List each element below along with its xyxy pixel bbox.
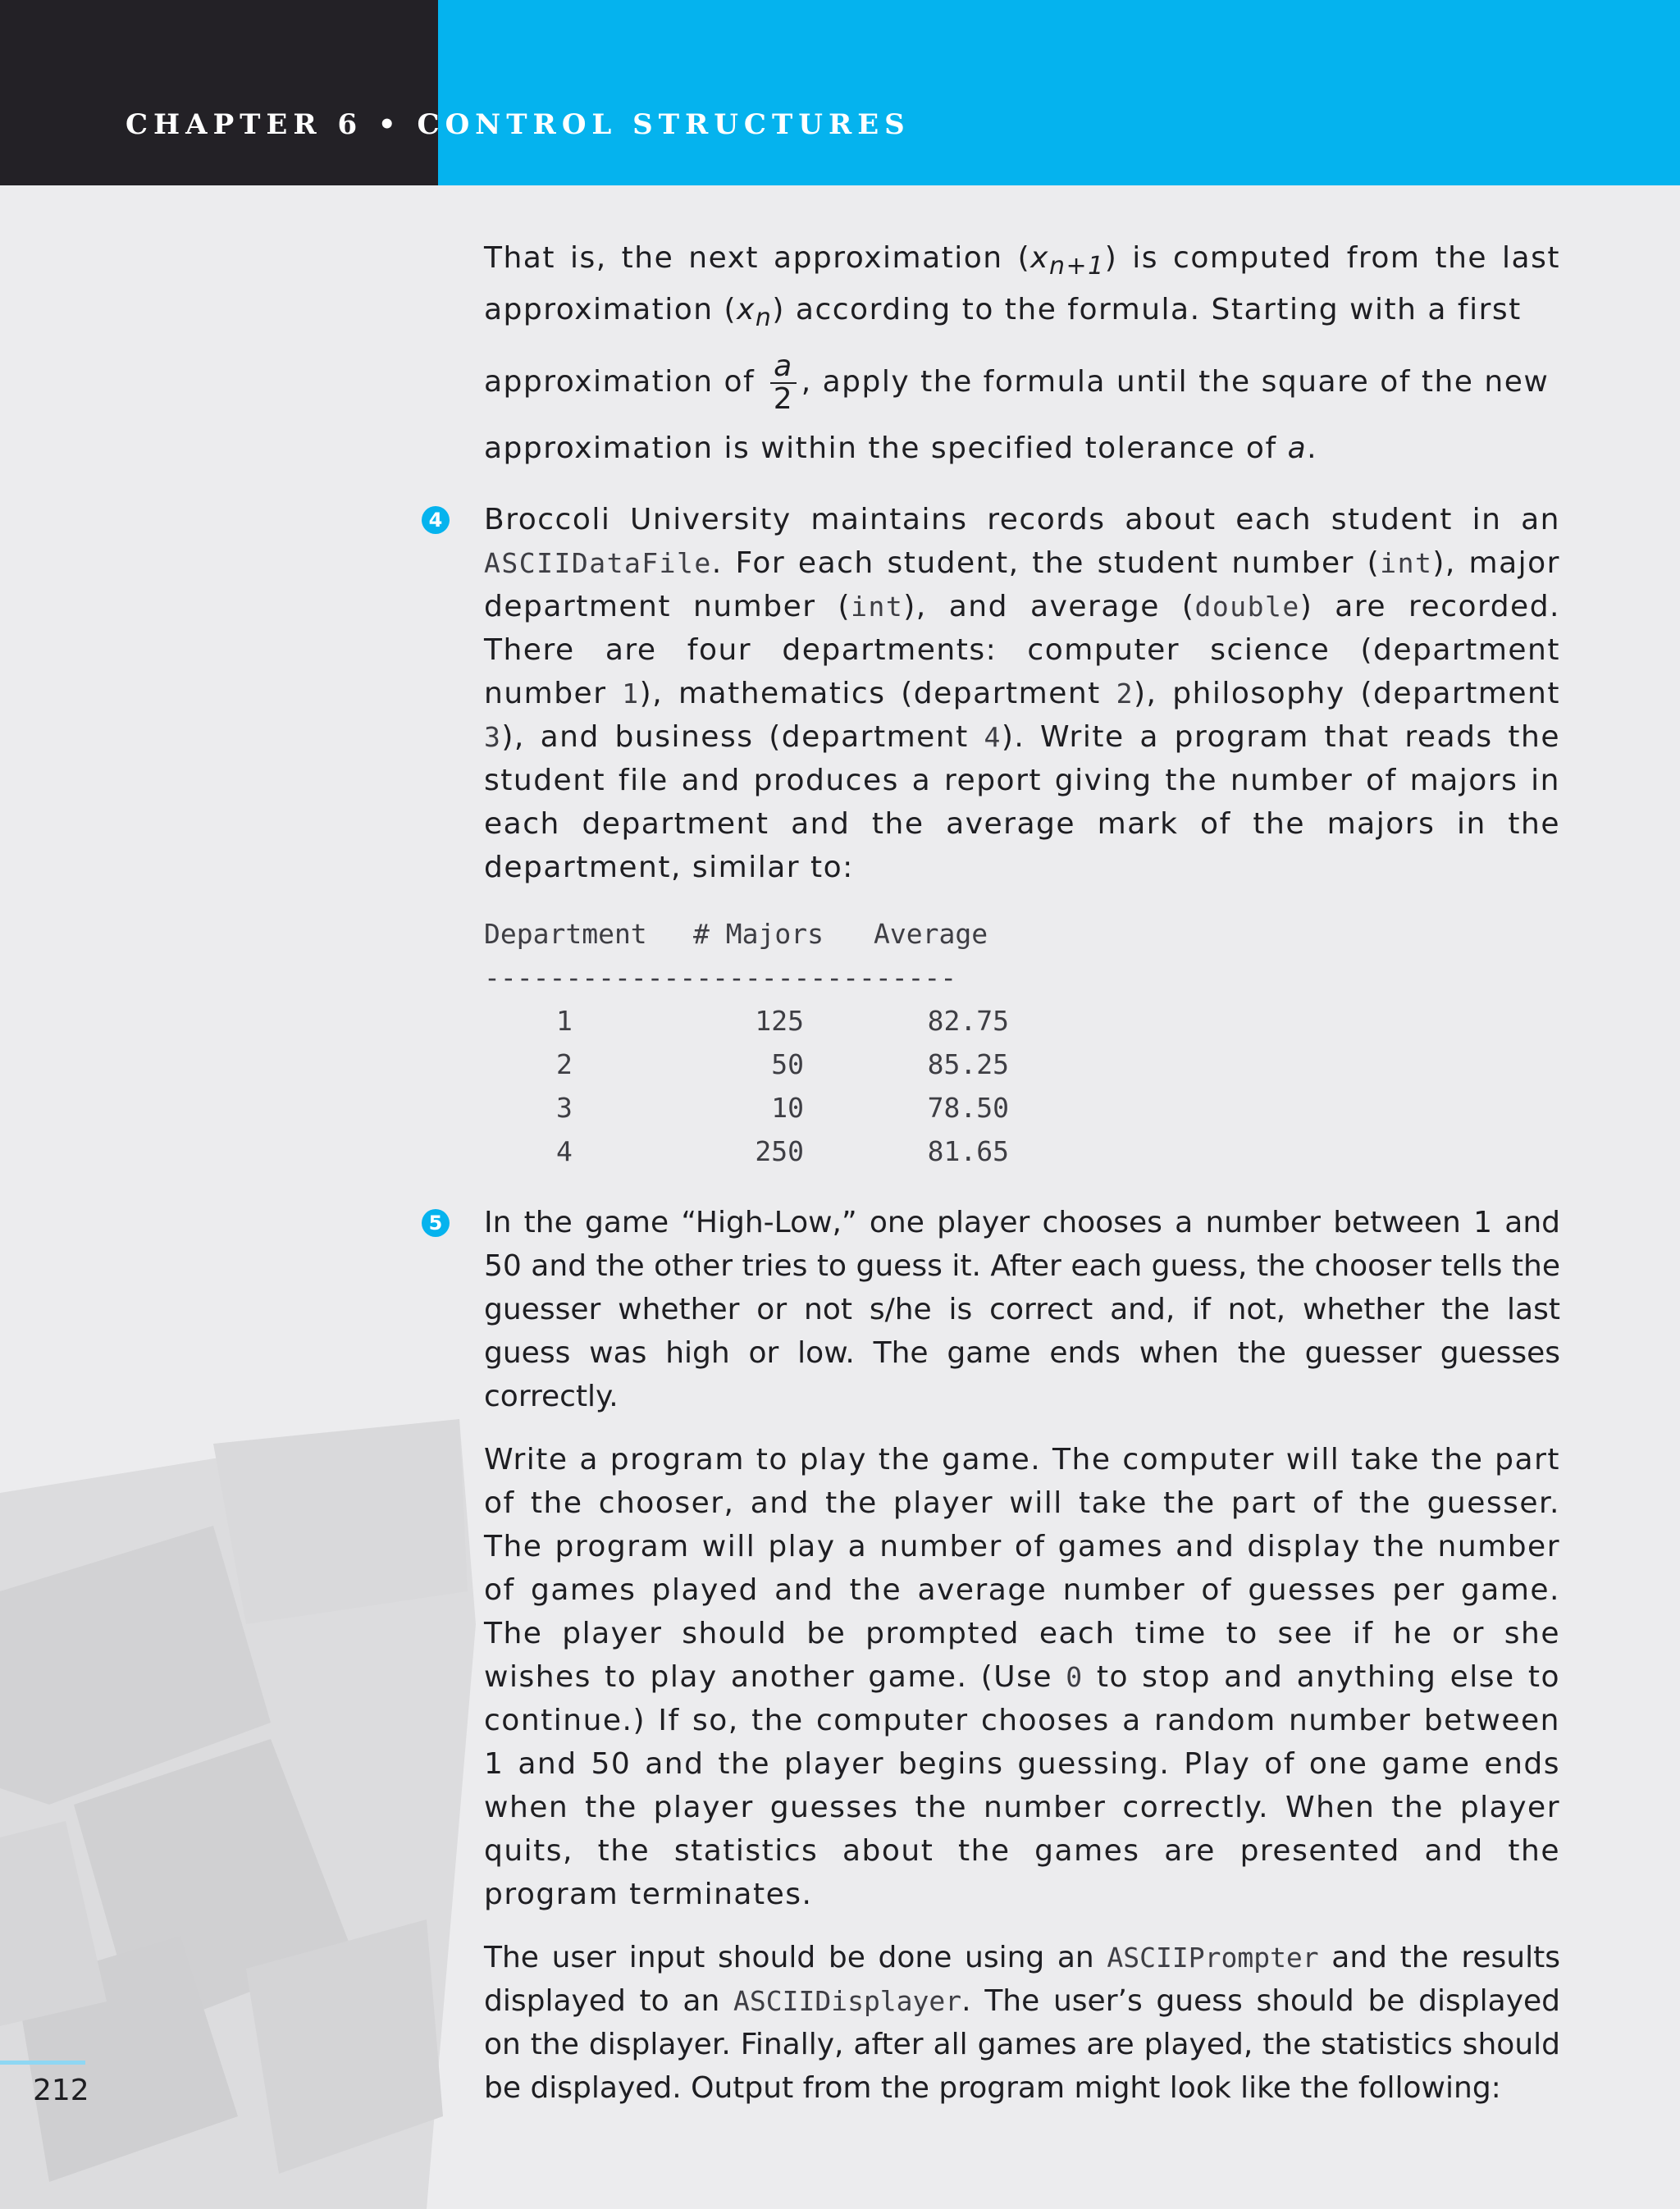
table-body: [484, 999, 1009, 1173]
text: ). Write a program that reads the student file and produces a report giving the number of majors in each department and the average mark of the majors in the department, similar to:: [484, 720, 1560, 885]
department-report-table: [484, 912, 1009, 1173]
chapter-title: CHAPTER 6 • CONTROL STRUCTURES: [126, 108, 911, 141]
cell-department: 1: [556, 1005, 573, 1038]
fraction-a-over-2: [770, 351, 797, 415]
text: ) are recorded. There are four departments: computer science (department number: [484, 590, 1560, 711]
exercise-4-paragraph: [484, 498, 1560, 889]
text: ), philosophy (department: [1133, 677, 1560, 711]
column-header-average: Average: [874, 918, 988, 951]
intro-text: approximation of: [484, 365, 766, 399]
intro-text: ) is computed from the last approximation (: [484, 241, 1560, 327]
exercise-5-paragraph-1: In the game “High-Low,” one player chooses a number between 1 and 50 and the other tries to guess it. After each guess, the chooser tells the guesser whether or not s/he is correct and, if not, whether the last guess was high or low. The game ends when the guesser guesses correctly.: [484, 1206, 1560, 1414]
text: . The user’s guess should be displayed on the displayer. Finally, after all games are played, the statistics should be displayed. Output from the program might look like the following:: [484, 1984, 1560, 2106]
text: ), major department number (: [484, 546, 1560, 624]
exercise-5-paragraph-3: [484, 1936, 1560, 2110]
text: ), mathematics (department: [639, 677, 1116, 711]
code-number: 4: [984, 721, 1002, 754]
table-row: [484, 999, 1009, 1043]
page-number-tab: [0, 2061, 85, 2065]
header-blue-band: [438, 0, 1680, 185]
text: and the results displayed to an: [484, 1941, 1560, 2019]
fraction-denominator: 2: [773, 382, 794, 417]
cell-department: 3: [556, 1092, 573, 1125]
variable-x: x: [1030, 241, 1049, 275]
code-ascii-prompter: ASCIIPrompter: [1107, 1942, 1319, 1974]
cell-majors: 50: [771, 1048, 804, 1081]
exercise-5: [428, 1201, 1560, 2110]
column-header-department: Department: [484, 918, 647, 951]
exercise-4: [428, 498, 1560, 1173]
exercise-5-paragraph-2: [484, 1438, 1560, 1916]
cell-majors: 250: [755, 1135, 804, 1168]
table-row: [484, 1086, 1009, 1130]
intro-text: That is, the next approximation (: [484, 241, 1031, 275]
table-row: [484, 1130, 1009, 1173]
text: Broccoli University maintains records about each student in an: [484, 503, 1560, 537]
fraction-numerator: a: [770, 351, 797, 384]
text: to stop and anything else to continue.) If so, the computer chooses a random number between 1 and 50 and the player begins guessing. Play of one game ends when the player guesses the number correctly. When the player quits, the statistics about the games are presented and the program terminates.: [484, 1660, 1560, 1912]
page-content: [428, 236, 1560, 2110]
intro-text: approximation is within the specified tolerance of: [484, 431, 1288, 466]
formula-line: [484, 351, 1560, 415]
code-int: int: [851, 591, 904, 623]
exercise-number-badge: 5: [422, 1209, 450, 1237]
code-double: double: [1194, 591, 1300, 623]
table-rule: -----------------------------: [484, 961, 957, 994]
code-number: 3: [484, 721, 502, 754]
cell-department: 4: [556, 1135, 573, 1168]
text: . For each student, the student number (: [711, 546, 1381, 581]
variable-x: x: [737, 293, 756, 327]
text: ), and average (: [903, 590, 1195, 624]
intro-paragraph: [484, 236, 1560, 470]
variable-a: a: [1287, 431, 1308, 466]
intro-text: .: [1307, 431, 1318, 466]
intro-text: ) according to the formula. Starting with a first: [772, 293, 1522, 327]
cell-majors: 10: [771, 1092, 804, 1125]
subscript-n-plus-1: n+1: [1048, 252, 1105, 281]
cell-average: 85.25: [927, 1048, 1009, 1081]
code-number: 2: [1116, 678, 1134, 710]
cell-department: 2: [556, 1048, 573, 1081]
text: The user input should be done using an: [484, 1941, 1107, 1975]
code-zero: 0: [1066, 1661, 1084, 1694]
page-number: 212: [33, 2074, 89, 2107]
text: Write a program to play the game. The computer will take the part of the chooser, and the player will take the part of the guesser. The program will play a number of games and display the number of games played and the average number of guesses per game. The player should be prompted each time to see if he or she wishes to play another game. (Use: [484, 1443, 1560, 1695]
cell-average: 81.65: [927, 1135, 1009, 1168]
intro-text: , apply the formula until the square of the new: [801, 365, 1550, 399]
subscript-n: n: [755, 304, 773, 333]
code-ascii-displayer: ASCIIDisplayer: [733, 1985, 962, 2018]
header-dark-band: [0, 0, 438, 185]
code-int: int: [1380, 547, 1433, 580]
cell-average: 78.50: [927, 1092, 1009, 1125]
cell-majors: 125: [755, 1005, 804, 1038]
column-header-majors: # Majors: [693, 918, 824, 951]
table-header-row: [484, 912, 1009, 956]
text: ), and business (department: [501, 720, 984, 755]
exercise-number-badge: 4: [422, 506, 450, 534]
code-ascii-data-file: ASCIIDataFile: [484, 547, 712, 580]
code-number: 1: [622, 678, 640, 710]
cell-average: 82.75: [927, 1005, 1009, 1038]
table-row: [484, 1043, 1009, 1086]
